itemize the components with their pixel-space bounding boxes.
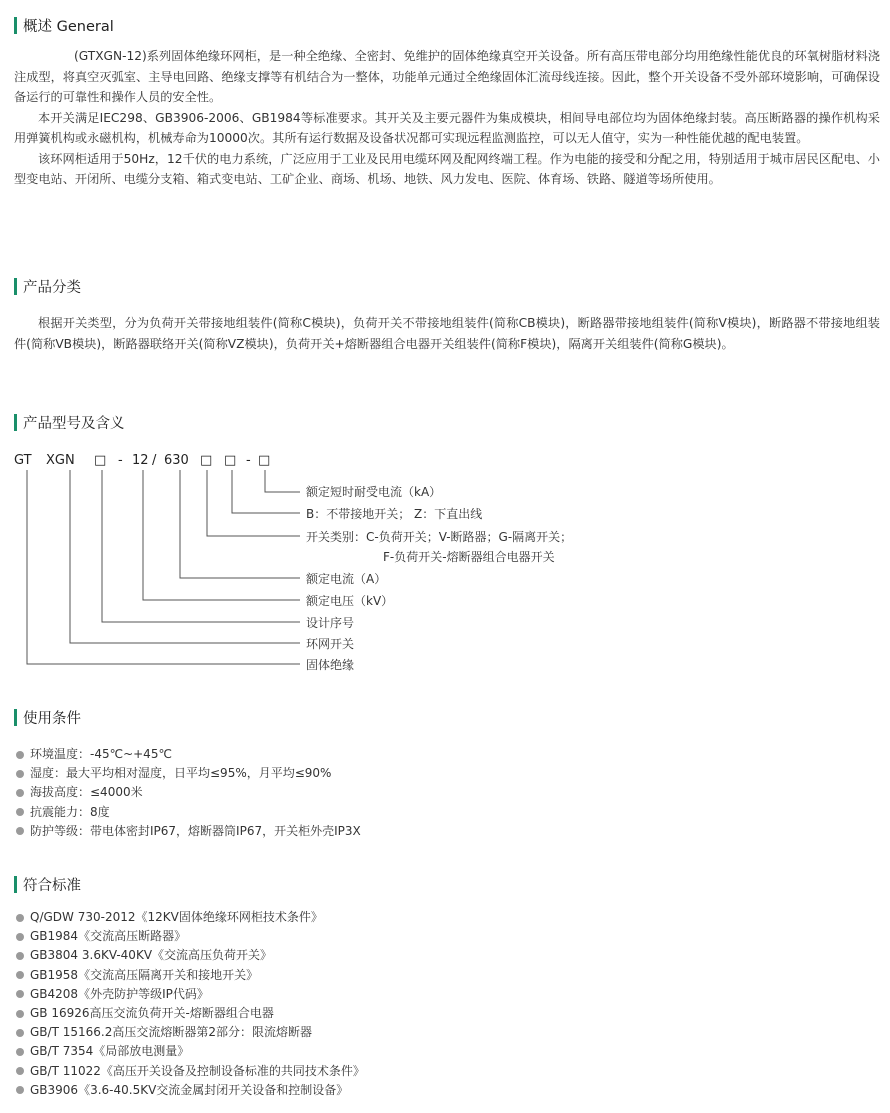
heading-accent-bar: [14, 709, 17, 726]
list-item: GB1984《交流高压断路器》: [16, 927, 365, 946]
heading-accent-bar: [14, 17, 17, 34]
bullet-dot-icon: [16, 1048, 24, 1056]
bullet-dot-icon: [16, 770, 24, 778]
bullet-dot-icon: [16, 827, 24, 835]
code-xgn: XGN: [46, 453, 75, 468]
heading-accent-bar: [14, 278, 17, 295]
bullet-dot-icon: [16, 1029, 24, 1037]
list-item: GB3906《3.6-40.5KV交流金属封闭开关设备和控制设备》: [16, 1081, 365, 1100]
code-box-3: □: [224, 453, 237, 468]
label-switch-type: 开关类别：C-负荷开关；V-断路器；G-隔离开关；: [306, 530, 573, 544]
overview-title: 概述 General: [23, 18, 114, 35]
overview-paragraph-1: (GTXGN-12)系列固体绝缘环网柜，是一种全绝缘、全密封、免维护的固体绝缘真空开关设备。所有高压带电部分均用绝缘性能优良的环氧树脂材料浇注成型，将真空灭弧室、主导电回路、绝缘支撑等有机结合为一整体，功能单元通过全绝缘固体汇流母线连接。因此，整个开关设备不受外部环境影响，可确保设备运行的可靠性和操作人员的安全性。: [14, 49, 880, 104]
list-item: 湿度：最大平均相对湿度，日平均≤95%，月平均≤90%: [16, 764, 361, 783]
overview-paragraph-2: 本开关满足IEC298、GB3906-2006、GB1984等标准要求。其开关及主要元器件为集成模块，相间导电部位均为固体绝缘封装。高压断路器的操作机构采用弹簧机构或永磁机构，机械寿命为10000次。其所有运行数据及设备状况都可实现远程监测监控，可以无人值守，实为一种性能优越的配电装置。: [14, 110, 880, 145]
list-item: 环境温度：-45℃~+45℃: [16, 745, 361, 764]
bullet-dot-icon: [16, 990, 24, 998]
overview-body: [14, 46, 880, 190]
bullet-dot-icon: [16, 971, 24, 979]
classification-heading: [14, 275, 81, 297]
overview-paragraph-3: 该环网柜适用于50Hz，12千伏的电力系统，广泛应用于工业及民用电缆环网及配网终端工程。作为电能的接受和分配之用，特别适用于城市居民区配电、小型变电站、开闭所、电缆分支箱、箱式变电站、工矿企业、商场、机场、地铁、风力发电、医院、体育场、铁路、隧道等场所使用。: [14, 151, 880, 186]
label-ring-main-switch: 环网开关: [306, 637, 355, 651]
list-item: GB 16926高压交流负荷开关-熔断器组合电器: [16, 1004, 365, 1023]
label-short-time-current: 额定短时耐受电流（kA）: [306, 485, 442, 499]
model-heading: [14, 411, 125, 433]
code-voltage: 12: [132, 453, 149, 468]
list-item: GB/T 7354《局部放电测量》: [16, 1042, 365, 1061]
model-code-diagram: [0, 440, 890, 680]
list-item: GB/T 15166.2高压交流熔断器第2部分：限流熔断器: [16, 1023, 365, 1042]
list-item: GB4208《外壳防护等级IP代码》: [16, 985, 365, 1004]
bullet-dot-icon: [16, 952, 24, 960]
code-current: 630: [164, 453, 189, 468]
conditions-heading: [14, 706, 81, 728]
standards-title: 符合标准: [23, 877, 81, 894]
heading-accent-bar: [14, 414, 17, 431]
label-switch-type-f: F-负荷开关-熔断器组合电器开关: [383, 550, 555, 564]
bullet-dot-icon: [16, 914, 24, 922]
list-item: 防护等级：带电体密封IP67，熔断器筒IP67，开关柜外壳IP3X: [16, 822, 361, 841]
bullet-dot-icon: [16, 1067, 24, 1075]
standards-heading: [14, 873, 81, 895]
leader-lines: [27, 470, 300, 664]
list-item: GB/T 11022《高压开关设备及控制设备标准的共同技术条件》: [16, 1062, 365, 1081]
conditions-list: [16, 745, 361, 841]
code-slash: /: [152, 453, 157, 468]
classification-body: [14, 313, 880, 354]
label-design-serial: 设计序号: [306, 616, 355, 630]
list-item: 抗震能力：8度: [16, 803, 361, 822]
heading-accent-bar: [14, 876, 17, 893]
list-item: GB3804 3.6KV-40KV《交流高压负荷开关》: [16, 946, 365, 965]
list-item: Q/GDW 730-2012《12KV固体绝缘环网柜技术条件》: [16, 908, 365, 927]
classification-paragraph: 根据开关类型，分为负荷开关带接地组装件(简称C模块)，负荷开关不带接地组装件(简称CB模块)，断路器带接地组装件(简称V模块)，断路器不带接地组装件(简称VB模块)，断路器联络开关(简称VZ模块)，负荷开关+熔断器组合电器开关组装件(简称F模块)，隔离开关组装件(简称G模块)。: [14, 316, 880, 351]
label-earthing-switch: B：不带接地开关； Z：下直出线: [306, 507, 483, 521]
bullet-dot-icon: [16, 1086, 24, 1094]
code-box-1: □: [94, 453, 107, 468]
label-rated-current: 额定电流（A）: [306, 572, 387, 586]
bullet-dot-icon: [16, 933, 24, 941]
list-item: 海拔高度：≤4000米: [16, 783, 361, 802]
label-solid-insulation: 固体绝缘: [306, 658, 355, 672]
model-title: 产品型号及含义: [23, 415, 125, 432]
standards-list: [16, 908, 365, 1100]
code-gt: GT: [14, 453, 32, 468]
code-box-4: □: [258, 453, 271, 468]
bullet-dot-icon: [16, 751, 24, 759]
code-dash-1: -: [118, 453, 123, 468]
bullet-dot-icon: [16, 789, 24, 797]
label-rated-voltage: 额定电压（kV）: [306, 594, 394, 608]
classification-title: 产品分类: [23, 279, 81, 296]
code-dash-2: -: [246, 453, 251, 468]
list-item: GB1958《交流高压隔离开关和接地开关》: [16, 966, 365, 985]
overview-heading: [14, 14, 114, 36]
conditions-title: 使用条件: [23, 710, 81, 727]
bullet-dot-icon: [16, 808, 24, 816]
bullet-dot-icon: [16, 1010, 24, 1018]
code-box-2: □: [200, 453, 213, 468]
